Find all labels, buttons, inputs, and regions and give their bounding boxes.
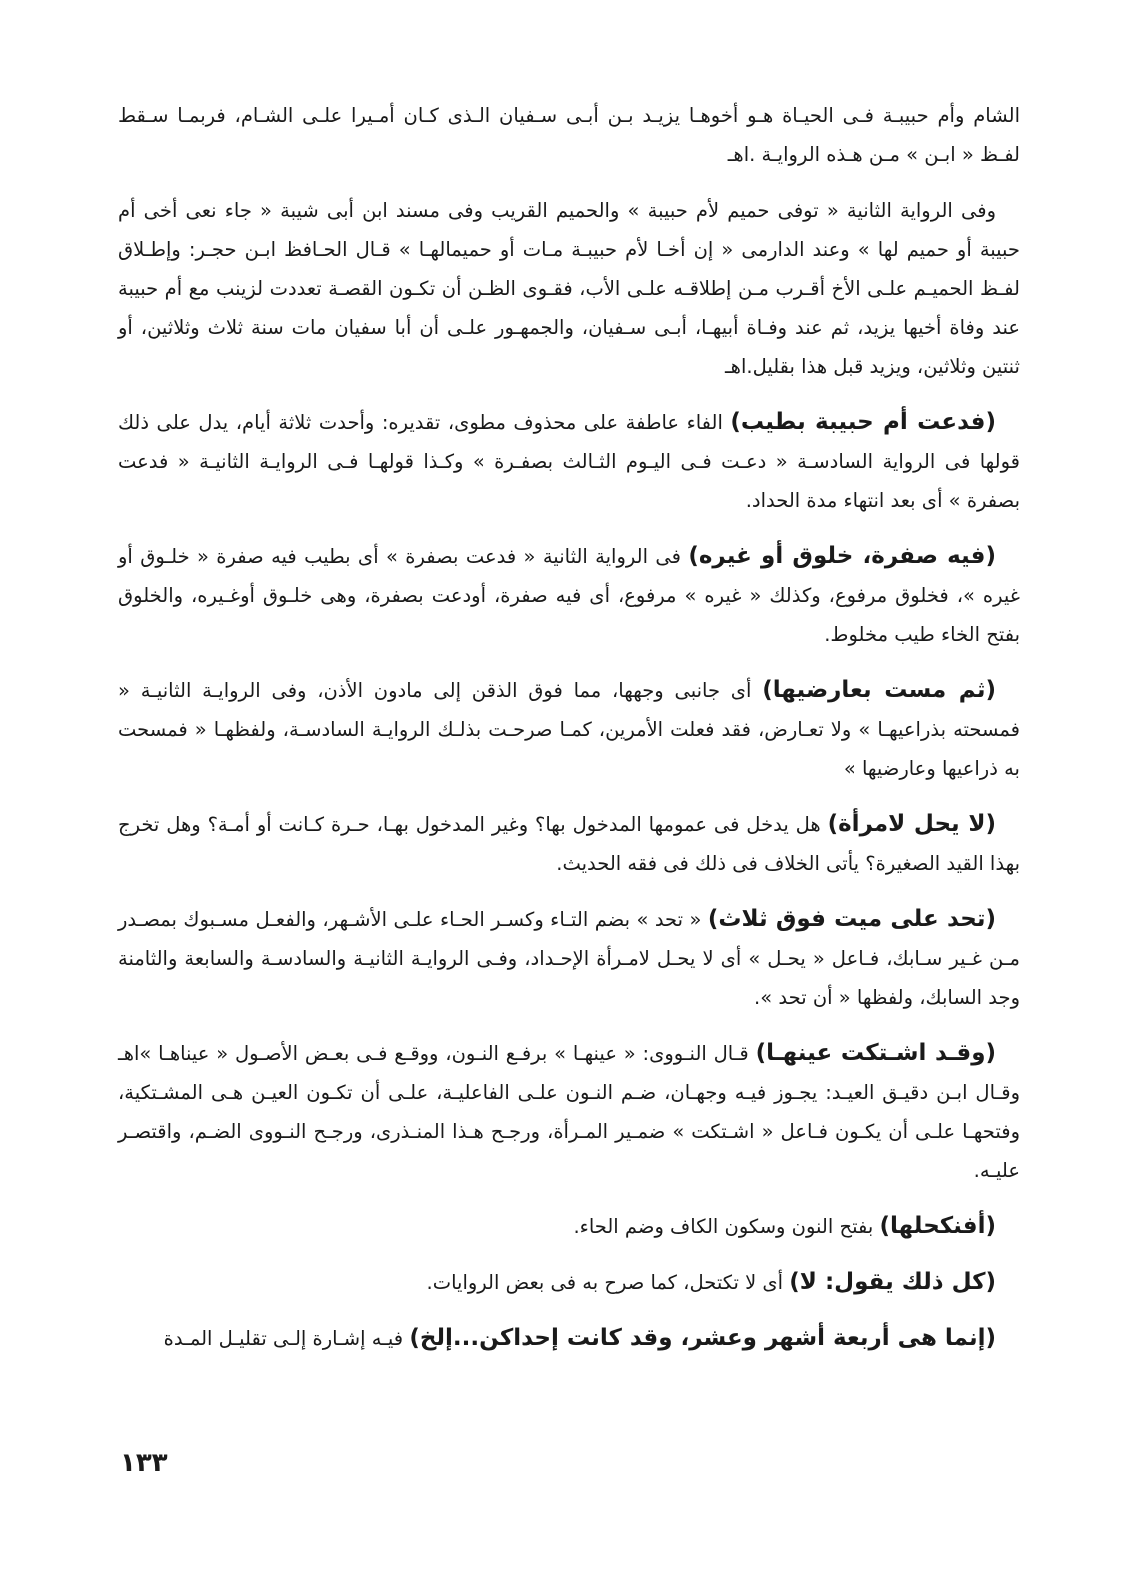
paragraph-4 bbox=[118, 537, 1020, 654]
paragraph-9 bbox=[118, 1207, 1020, 1246]
paragraph-heading: (لا يحل لامرأة) bbox=[827, 811, 996, 837]
paragraph-6 bbox=[118, 805, 1020, 883]
page-number: ١٣٣ bbox=[120, 1448, 168, 1478]
paragraph-8 bbox=[118, 1034, 1020, 1190]
paragraph-2 bbox=[118, 191, 1020, 386]
paragraph-heading: (إنما هى أربعة أشهر وعشر، وقد كانت إحداكن...إلخ) bbox=[409, 1325, 996, 1351]
paragraph-11 bbox=[118, 1319, 1020, 1358]
paragraph-text: فى الرواية الثانية « فدعت بصفرة » أى بطيب فيه صفرة « خلـوق أو غيره »، فخلوق مرفوع، وكذلك « غيره » مرفوع، أى فيه صفرة، أودعت بصفرة، وهى خلـوق أوغـيره، والخلوق بفتح الخاء طيب مخلوط. bbox=[118, 545, 1020, 646]
paragraph-text: هل يدخل فى عمومها المدخول بها؟ وغير المدخول بهـا، حـرة كـانت أو أمـة؟ وهل تخرج بهذا القيد الصغيرة؟ يأتى الخلاف فى ذلك فى فقه الحديث. bbox=[118, 813, 1020, 875]
paragraph-text: وفى الرواية الثانية « توفى حميم لأم حبيبة » والحميم القريب وفى مسند ابن أبى شيبة « جاء نعى أخى أم حبيبة أو حميم لها » وعند الدارمى « إن أخـا لأم حبيبـة مـات أو حميمالهـا » قـال الحـافظ ابـن حجـر: وإطـلاق لفـظ الحميـم علـى الأخ أقـرب مـن إطلاقـه علـى الأب، فقـوى الظـن أن تكـون القصـة تعددت لزينب مع أم حبيبة عند وفاة أخيها يزيد، ثم عند وفـاة أبيهـا، أبـى سـفيان، والجمهـور علـى أن أبا سفيان مات سنة ثلاث وثلاثين، أو ثنتين وثلاثين، ويزيد قبل هذا بقليل.اهـ bbox=[118, 199, 1020, 378]
paragraph-10 bbox=[118, 1263, 1020, 1302]
paragraph-text: أى لا تكتحل، كما صرح به فى بعض الروايات. bbox=[426, 1271, 790, 1294]
paragraph-text: الفاء عاطفة على محذوف مطوى، تقديره: وأحدت ثلاثة أيام، يدل على ذلك قولها فى الرواية السادسـة « دعـت فـى اليـوم الثـالث بصفـرة » وكـذا قولهـا فـى الروايـة الثانيـة « فدعت بصفرة » أى بعد انتهاء مدة الحداد. bbox=[118, 411, 1020, 512]
paragraph-1 bbox=[118, 96, 1020, 174]
paragraph-text: أى جانبى وجهها، مما فوق الذقن إلى مادون الأذن، وفى الروايـة الثانيـة « فمسحته بذراعيهـا » ولا تعـارض، فقد فعلت الأمرين، كمـا صرحـت بذلـك الروايـة السادسـة، ولفظهـا « فمسحت به ذراعيها وعارضيها » bbox=[118, 679, 1020, 780]
paragraph-7 bbox=[118, 900, 1020, 1017]
paragraph-text: الشام وأم حبيبـة فـى الحيـاة هـو أخوهـا يزيـد بـن أبـى سـفيان الـذى كـان أمـيرا علـى الشـام، فربمـا سـقط لفـظ « ابـن » مـن هـذه الروايـة .اهـ bbox=[118, 104, 1020, 166]
paragraph-heading: (ثم مست بعارضيها) bbox=[762, 677, 996, 703]
paragraph-heading: (تحد على ميت فوق ثلاث) bbox=[707, 906, 996, 932]
paragraph-text: قـال النـووى: « عينهـا » برفـع النـون، ووقـع فـى بعـض الأصـول « عيناهـا »اهـ وقـال ابـن دقيـق العيـد: يجـوز فيـه وجهـان، ضـم النـون علـى الفاعليـة، علـى أن تكـون العيـن هـى المشـتكية، وفتحهـا علـى أن يكـون فـاعل « اشـتكت » ضمـير المـرأة، ورجـح هـذا المنـذرى، ورجـح النـووى الضـم، واقتصـر عليـه. bbox=[118, 1042, 1020, 1182]
paragraph-text: بفتح النون وسكون الكاف وضم الحاء. bbox=[573, 1215, 880, 1238]
paragraph-5 bbox=[118, 671, 1020, 788]
paragraph-heading: (كل ذلك يقول: لا) bbox=[789, 1269, 996, 1295]
paragraph-3 bbox=[118, 403, 1020, 520]
paragraph-heading: (فدعت أم حبيبة بطيب) bbox=[730, 409, 996, 435]
page-body bbox=[118, 96, 1020, 1375]
paragraph-heading: (فيه صفرة، خلوق أو غيره) bbox=[688, 543, 997, 569]
paragraph-heading: (وقـد اشـتكت عينهـا) bbox=[755, 1040, 996, 1066]
paragraph-text: « تحد » بضم التـاء وكسـر الحـاء علـى الأشـهر، والفعـل مسـبوك بمصـدر مـن غـير سـابك، فـاعل « يحـل » أى لا يحـل لامـرأة الإحـداد، وفـى الروايـة الثانيـة والسادسـة والسابعة والثامنة وجد السابك، ولفظها « أن تحد ». bbox=[118, 908, 1020, 1009]
paragraph-heading: (أفنكحلها) bbox=[879, 1213, 996, 1239]
paragraph-text: فيـه إشـارة إلـى تقليـل المـدة bbox=[163, 1327, 410, 1350]
